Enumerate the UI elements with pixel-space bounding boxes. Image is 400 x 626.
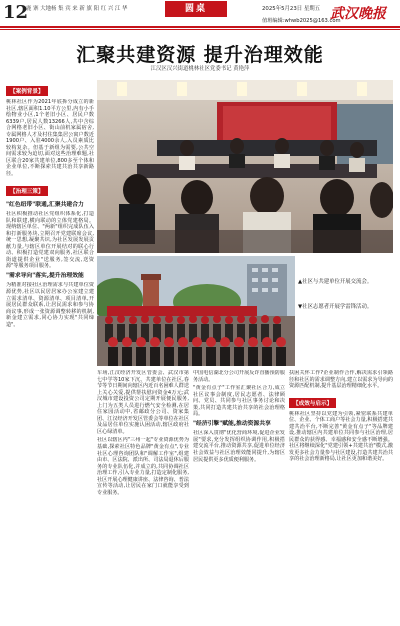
section-banner: 圆桌 xyxy=(165,1,227,17)
paragraph: 为精准对接社区治理需求与共建单位资源优势,社区以民居居家办公室建立建立需求清单、资源清单、项目清单,开展居民群众联系,让居民需求和参与协商议事,形成一张资源调整转移的机制,新金建立需求,同心协力实现"共同缔造"。 xyxy=(6,282,94,328)
column-left xyxy=(6,78,94,328)
issue-date: 2025年5月23日 星期五 xyxy=(262,6,321,12)
section-tag-background: 【案例背景】 xyxy=(6,86,48,96)
masthead-rule-thin xyxy=(0,29,400,30)
paragraph: 桃林社区坚持以党建为引领,紧密联系共建单位、企业、个体工商户等社会力量,积极搭建共建共治平台,不断完善"黄金有点子"等品牌建设,推动辖区内共建单位共同参与社区治理,居民群众的获得感、幸福感和安全感不断增强。社区将继续深化"党建引领+共建共治"模式,激发更多社会力量参与社区建设,打造共建共治共享的社会治理新格局,让社区更加和谐美好。 xyxy=(289,410,393,463)
editor-line: 值班编辑:whwb2025@163.com xyxy=(262,18,341,24)
page-number: 12 xyxy=(3,2,29,23)
paragraph: 社区以辖区内"三州一起"专业资源优势为基础,探索社区特色品牌"黄金有点",专业社区心理咨询团队和"调解工作室",组建由市、区法院、派出所、司法局退休后服务的专业队伍化,并成立的,共同协调社区治理工作,引入专业力量,打造定制化服务,社区开展心理健康讲座、法律咨询、普法宣传等活动,让居民在家门口就能享受到专业服务。 xyxy=(97,437,189,496)
volunteers-photo-image xyxy=(97,256,295,366)
paragraph: "黄金有点子"工作室汇聚社区合力,成立社区议事会制度,居民志愿者、法律顾问、党员、共同参与社区事务讨论和决策,共同打造共建共治共享的社会治理格局。 xyxy=(193,385,285,418)
section-tag-strategies: 【治理三策】 xyxy=(6,186,48,196)
column-d xyxy=(289,370,393,463)
paragraph: 桃林社区作为2021年底拆分成立的新社区,辖区面积1.10平方公里,内有小手绘物业小区,1个老旧小区、居民户数6339户,居民人数13266人,共中含综合网格老旧小区、街山前机家属宿舍,专属网格人才及村住集集居公寓户数近1900户、入驻4000余人,入员素质比较构复杂。但基于新组为需要,公共空间需求较为迫切,面对这些治理难题,社区联合20家共建单位,800多至个体和企业单位,不断探索共建共治共享新路径。 xyxy=(6,99,94,178)
subheading: "经济引擎"赋能,推动资源共享 xyxy=(193,420,271,427)
newspaper-logo: 武汉晚报 xyxy=(330,6,386,22)
volunteers-photo xyxy=(97,256,295,366)
column-b xyxy=(97,370,189,496)
paragraph: 社区深入贯彻"优化营商环境,促进企业发展"要求,充分发挥组织协调作用,积极搭建交流平台,推动资源共享,促进单位经济社会效益与社区治理效能同提升,为辖区居民提供更多优质便利服务。 xyxy=(193,430,285,463)
photo-captions xyxy=(298,278,394,312)
meeting-photo xyxy=(97,80,393,253)
subheading: "红色纽带"联通,汇聚共建合力 xyxy=(6,201,84,208)
masthead xyxy=(0,0,400,40)
top-nav: 鹿 寨 大地杨 集 宾 来 新 旗 阳 红 兴 江 华 xyxy=(26,6,128,12)
meeting-photo-image xyxy=(97,80,393,253)
article-headline: 汇聚共建资源 提升治理效能 xyxy=(76,44,324,66)
paragraph: 社区积极推动社区党组织体系化,打造队和联建,横向联动的立体党建格局。现纳辖区单位、"两新"组织完成队伍入和打新服务块,立期召开党建联席会议,统一思想,凝聚共识,为社区发展发展贡献力量,与辖区单位开展结对的联心行动、积极打造党建双向服务,社区联合街道提供企业"送服务,签交流,送资源"等服务项目服务。 xyxy=(6,211,94,270)
masthead-rule xyxy=(0,26,400,28)
caption-meeting: ▲社区与共建单位开展交流会。 xyxy=(298,279,373,285)
article-byline: 江汉区汉兴街道桃林社区党委书记 黄艳萍 xyxy=(150,66,250,72)
caption-volunteers: ▼社区志愿者开展学雷锋活动。 xyxy=(298,304,373,310)
paragraph: 中国电信湖北分公司开展反诈直播预防服务活动。 xyxy=(193,370,285,383)
column-c xyxy=(193,370,285,463)
section-tag-results: 【成效与启示】 xyxy=(289,398,336,408)
paragraph: 扶困关怀工作?企业制作合作,解决需求引领路径和社区的需求调整方向,建立以需求为导向的资源匹配机制,提升基层治理精细化水平。 xyxy=(289,370,393,390)
paragraph: 车场,江汉经济开发区管委会、武汉市第七中学等10家下沉、共建单位在社区,春节等节日期间向辖区内近百名困难人群送上关心关爱,提供帮扶慰问资金4万元;武汉城市建设投资公司定期开展便民服务,上门为五类人员进行燃气安全检测,在居住家园活动中,省邮政分公司、资家集团、江汉经济开发区管委会等单位在社区及品居住单位实施认困活动,辖区政府社区心绿清单。 xyxy=(97,370,189,435)
subheading: "需求导向"落实,提升治理效能 xyxy=(6,272,84,279)
